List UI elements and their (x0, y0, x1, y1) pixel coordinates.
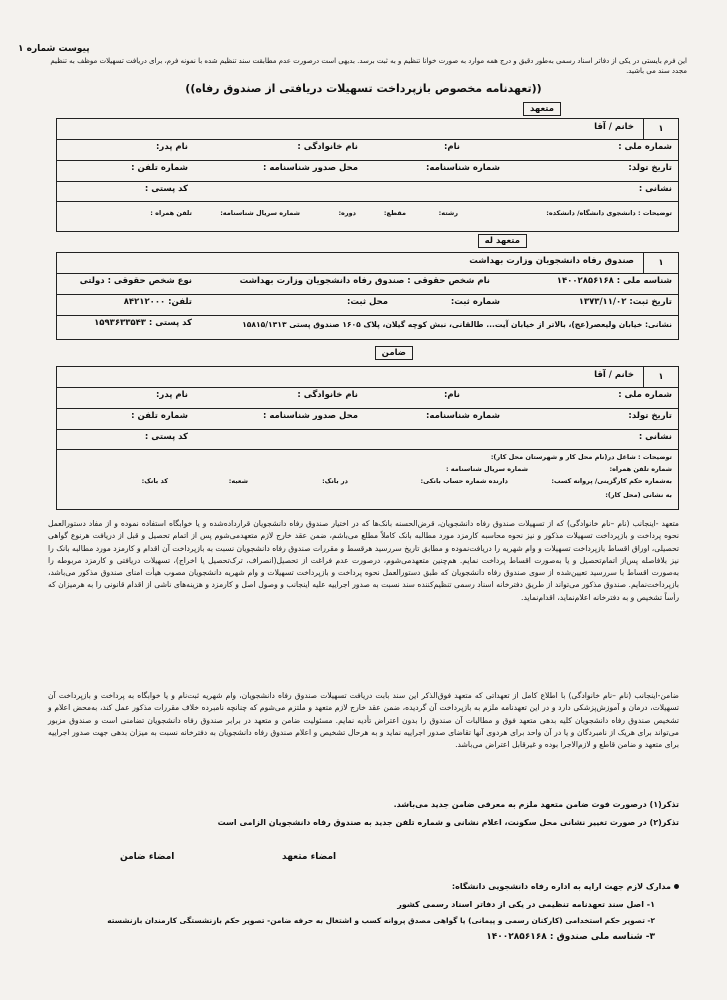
obligor-row-desc (57, 201, 678, 229)
obligor-row-birth (57, 160, 678, 182)
obligor-first-name: نام: (443, 142, 460, 152)
obligee-row-title (57, 253, 678, 274)
note-2: تذکر(۲) در صورت تغییر نشانی محل سکونت، اعلام نشانی و شماره تلفن جدید به صندوق رفاه دانشجویان الزامی است (217, 818, 679, 827)
obligor-paragraph: متعهد -اینجانب (نام –نام خانوادگی) که از تسهیلات صندوق رفاه دانشجویان، قرض‌الحسنه بانک‌ها که در اختیار صندوق رفاه دانشجویان قرارداده‌شده و یا خوابگاه استفاده نموده و از مفاد دستورالعمل نحوه پرداخت و بازپرداخت تسهیلات مذکور و نیز نحوه محاسبه کارمزد مورد مطالبه بانک کاملاً مطلع می‌باشم، ضمن عقد خارج لازم متعهدمی‌شوم پس از اتمام تحصیل و قبل از دریافت هرنوع گواهی تحصیلی، اوراق اقساط بازپرداخت تسهیلات و وام شهریه را دریافت‌نموده و مطابق تاریخ سررسید هرقسط و مقررات صندوق رفاه دانشجویان نسبت به بازپرداخت آن اقدام و کارمزد مورد مطالبه بانک را نیز بلافاصله پس‌از اتمام‌تحصیل و یا به‌صورت اقساط پرداخت نمایم. هم‌چنین متعهدمی‌شوم، درصورت عدم فراغت از تحصیل(انصراف، ترک‌تحصیل یا اخراج)، تسهیلات دریافتی و کارمزد مربوطه را به‌صورت اقساط با سررسید تعیین‌شده از سوی صندوق رفاه دانشجویان که طبق دستورالعمل نحوه پرداخت و بازپرداخت تسهیلات و وام شهریه دانشجویان مصوب هیأت امنای صندوق مذکور می‌باشد، بازپرداخت‌نمایم. صندوق مذکور می‌تواند از طریق دفترخانه اسناد رسمی تنظیم‌کننده سند نسبت به صدور اجراییه علیه اینجانب و وصول اصل و کارمزد و هزینه‌های ناشی از اقدام قانونی را به هرمیزان که رأساً تشخیص و به دفترخانه اعلام‌نماید، اقدام‌نماید. (48, 519, 679, 602)
guarantor-address: نشانی : (638, 432, 672, 442)
obligor-phone: شماره تلفن : (131, 163, 188, 173)
obligee-reg-no: شماره ثبت: (450, 297, 500, 307)
guarantor-father: نام پدر: (156, 390, 188, 400)
obligee-reg-date: تاریخ ثبت: ۱۳۷۳/۱۱/۰۲ (578, 297, 672, 307)
obligee-row-address (57, 315, 678, 337)
obligor-tab: متعهد (523, 102, 561, 116)
obligor-field: رشته: (438, 209, 458, 217)
main-title: ((تعهدنامه مخصوص بازپرداخت تسهیلات دریافتی از صندوق رفاه)) (185, 82, 542, 95)
obligee-legal-type: نوع شخص حقوقی : دولتی (79, 276, 192, 286)
docs-title-text: مدارک لازم جهت ارایه به اداره رفاه دانشجویی دانشگاه: (451, 882, 671, 891)
guarantor-last-name: نام خانوادگی : (297, 390, 358, 400)
top-note: این فرم بایستی در یکی از دفاتر اسناد رسمی به‌طور دقیق و درج همه موارد به صورت خوانا تنظیم و به ثبت برسد. بدیهی است درصورت عدم مطابقت سند تنظیم شده با نمونه فرم، برای دریافت تسهیلات موظف به تنظیم مجدد سند می باشید. (50, 57, 687, 75)
obligor-national-id: شماره ملی : (618, 142, 672, 152)
obligor-mobile: تلفن همراه : (150, 209, 192, 217)
obligor-address: نشانی : (638, 184, 672, 194)
obligor-gender-label: خانم / آقا (594, 122, 634, 132)
guarantor-first-name: نام: (443, 390, 460, 400)
obligee-national-id: شناسه ملی : ۱۴۰۰۲۸۵۶۱۶۸ (556, 276, 672, 286)
guarantor-postal: کد پستی : (144, 432, 188, 442)
guarantor-gender-label: خانم / آقا (594, 370, 634, 380)
obligor-last-name: نام خانوادگی : (297, 142, 358, 152)
guarantor-row-birth (57, 408, 678, 430)
obligor-period: دوره: (338, 209, 356, 217)
obligee-box (56, 252, 679, 340)
obligee-row-ids (57, 273, 678, 295)
obligee-phone: تلفن: ۸۴۲۱۲۰۰۰ (123, 297, 192, 307)
bullet-icon (674, 884, 679, 889)
guarantor-id-no: شماره شناسنامه: (426, 411, 500, 421)
guarantor-birth-date: تاریخ تولد: (628, 411, 672, 421)
obligor-issue-place: محل صدور شناسنامه : (262, 163, 358, 173)
note-1: تذکر(۱) درصورت فوت ضامن متعهد ملزم به معرفی ضامن جدید می‌باشد. (393, 800, 679, 809)
guarantor-national-id: شماره ملی : (618, 390, 672, 400)
guarantor-paragraph: ضامن-اینجانب (نام –نام خانوادگی) با اطلاع کامل از تعهداتی که متعهد فوق‌الذکر این سند بابت دریافت تسهیلات صندوق رفاه دانشجویان، وام شهریه ثبت‌نام و یا خوابگاه به پرداخت و بازپرداخت آن تسهیلات، درمان و آموزش‌پزشکی دارد و در این تعهدنامه ملزم به بازپرداخت آن گردیده، ضمن عقد خارج لازم متعهد و ملتزم می‌شوم که چنانچه نامبرده خلاف مقررات مذکور عمل کند، به‌محض اعلام و تشخیص صندوق رفاه دانشجویان کلیه بدهی متعهد فوق و مطالبات آن صندوق را بدون اعتراض تأدیه نمایم. مسئولیت ضامن و متعهد در برابر صندوق رفاه دانشجویان تضامنی است و صندوق مزبور می‌تواند برای هریک از نامبردگان و یا در آن واحد برای هردوی آنها تقاضای صدور اجراییه نماید و به هرحال تشخیص و اعلام صندوق رفاه دانشجویان به دفترخانه نسبت به میزان بدهی جهت صدور اجراییه برای متعهد و ضامن قاطع و لازم‌الاجرا بوده و غیرقابل اعتراض می‌باشد. (48, 691, 679, 750)
obligor-birth-date: تاریخ تولد: (628, 163, 672, 173)
obligee-reg-place: محل ثبت: (347, 297, 388, 307)
guarantor-num: ۱ (643, 367, 678, 387)
obligor-serial: شماره سریال شناسنامه: (220, 209, 300, 217)
appendix-label: پیوست شماره ۱ (18, 44, 90, 54)
guarantor-phone: شماره تلفن : (131, 411, 188, 421)
obligee-address: نشانی: خیابان ولیعصر(عج)، بالاتر از خیابان آیت... طالقانی، نبش کوچه گیلان، پلاک ۱۶۰۵ صندوق پستی ۱۵۸۱۵/۱۳۱۳ (242, 320, 672, 329)
obligor-id-no: شماره شناسنامه: (426, 163, 500, 173)
docs-title (452, 882, 679, 891)
obligee-num: ۱ (643, 253, 678, 273)
obligor-postal: کد پستی : (144, 184, 188, 194)
guarantor-bank: در بانک: (322, 477, 348, 485)
guarantor-box (56, 366, 679, 510)
guarantor-issue-place: محل صدور شناسنامه : (262, 411, 358, 421)
guarantor-bank-code: کد بانک: (141, 477, 168, 485)
guarantor-row-address (57, 429, 678, 450)
obligee-row-reg (57, 294, 678, 316)
guarantor-mobile: شماره تلفن همراه: (609, 465, 672, 473)
obligor-father: نام پدر: (156, 142, 188, 152)
doc-item-3: ۳- شناسه ملی صندوق : ۱۴۰۰۲۸۵۶۱۶۸ (486, 932, 655, 942)
guarantor-row-names (57, 387, 678, 409)
guarantor-account: دارنده شماره حساب بانکی: (420, 477, 508, 485)
doc-item-2: ۲- تصویر حکم استخدامی (کارکنان رسمی و پیمانی) یا گواهی مصدق پروانه کسب و اشتغال به حرفه ضامن- تصویر حکم بازنشستگی کارمندان بازنشسته (107, 916, 655, 925)
obligor-num: ۱ (643, 119, 678, 139)
guarantor-work-address: به نشانی (محل کار): (605, 491, 672, 499)
obligor-row-names (57, 139, 678, 161)
obligee-tab: متعهد له (478, 234, 527, 248)
guarantor-tab: ضامن (375, 346, 413, 360)
guarantor-branch: شعبه: (228, 477, 248, 485)
guarantor-desc: توضیحات : شاغل در(نام محل کار و شهرستان محل کار): (490, 453, 672, 461)
guarantor-row-desc (57, 449, 678, 507)
obligor-row-address (57, 181, 678, 202)
obligee-postal: کد پستی : ۱۵۹۳۶۳۳۵۴۳ (94, 318, 192, 328)
obligor-row-title (57, 119, 678, 140)
guarantor-decree: به‌شماره حکم کارگزینی/ پروانه کسب: (551, 477, 672, 485)
obligor-desc: توضیحات : دانشجوی دانشگاه/ دانشکده: (546, 209, 672, 217)
obligee-name: صندوق رفاه دانشجویان وزارت بهداشت (469, 256, 634, 266)
obligee-legal-name: نام شخص حقوقی : صندوق رفاه دانشجویان وزارت بهداشت (239, 276, 490, 286)
guarantor-serial: شماره سریال شناسنامه : (445, 465, 528, 473)
doc-item-1: ۱- اصل سند تعهدنامه تنظیمی در یکی از دفاتر اسناد رسمی کشور (397, 900, 655, 909)
obligor-level: مقطع: (383, 209, 406, 217)
obligor-signature-label: امضاء متعهد (282, 852, 337, 862)
guarantor-signature-label: امضاء ضامن (120, 852, 175, 862)
guarantor-row-title (57, 367, 678, 388)
obligor-box (56, 118, 679, 232)
